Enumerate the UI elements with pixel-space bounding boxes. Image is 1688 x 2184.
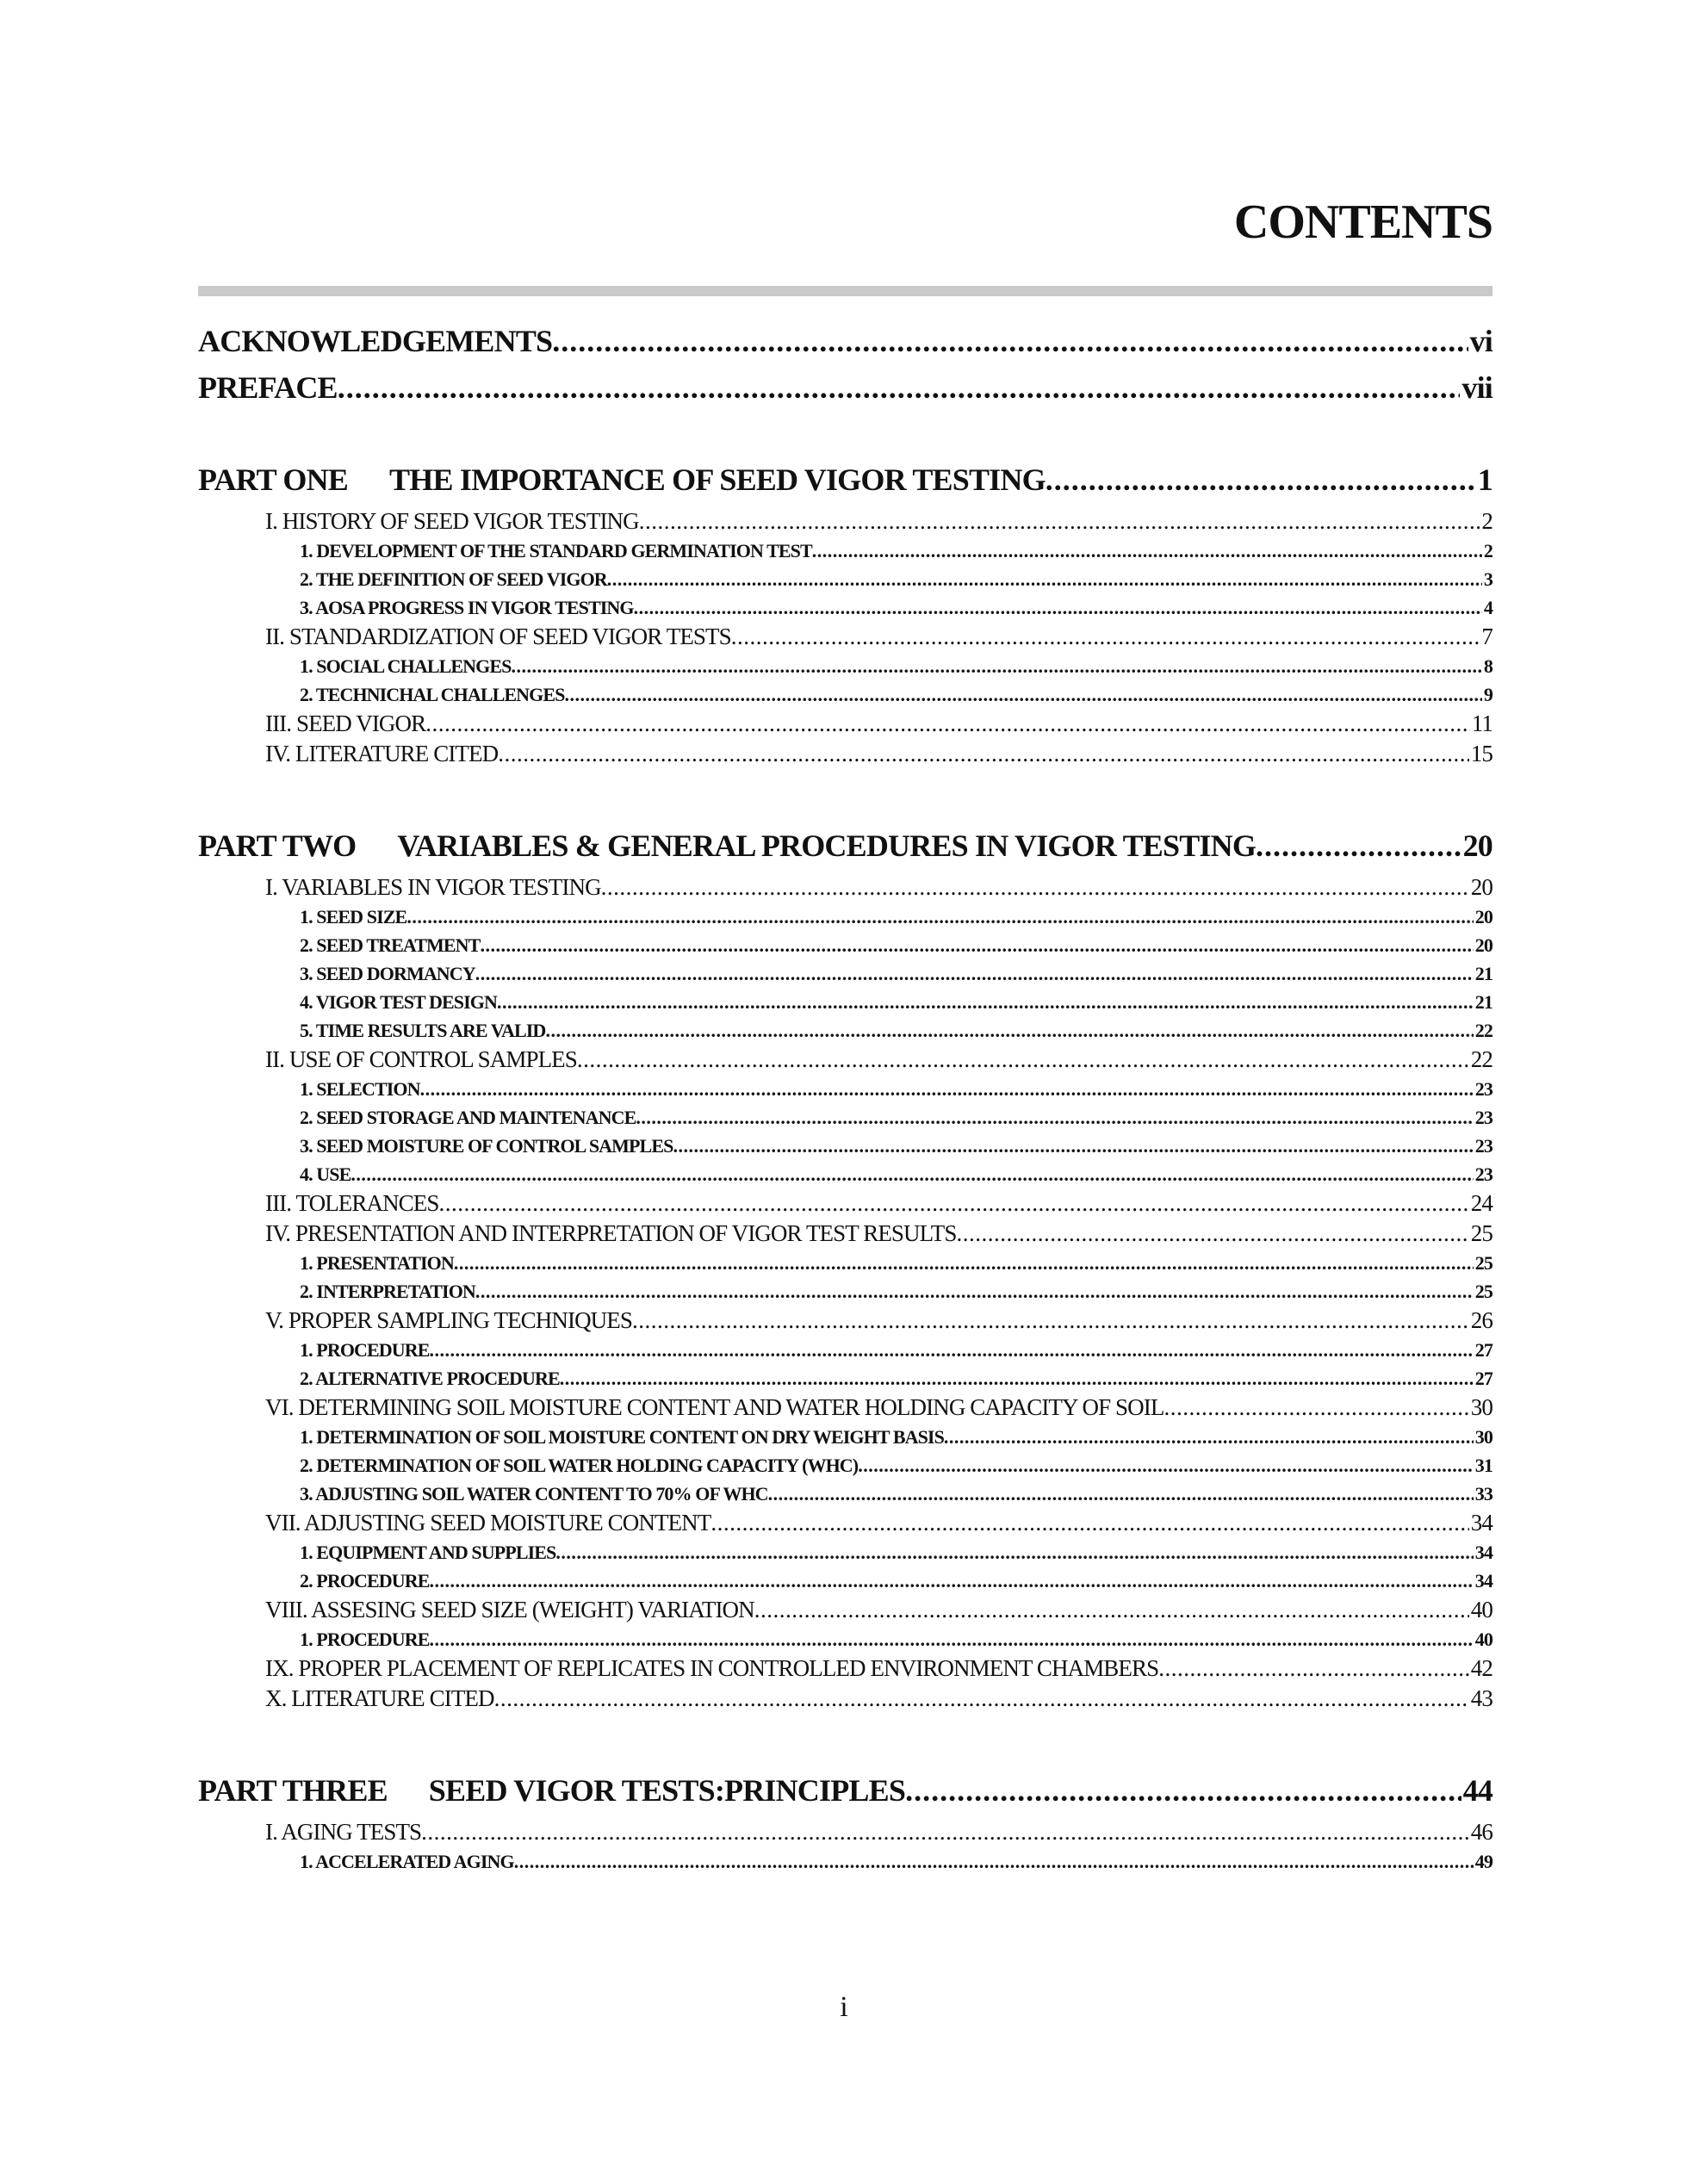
toc-entry-section[interactable] bbox=[198, 1508, 1493, 1538]
toc-entry-section[interactable] bbox=[198, 1595, 1493, 1625]
entry-page-number: 34 bbox=[1474, 1570, 1493, 1591]
entry-page-number: 34 bbox=[1470, 1510, 1493, 1536]
toc-entry-subsection[interactable] bbox=[198, 1249, 1493, 1277]
dot-leader bbox=[564, 680, 1481, 709]
toc-entry-subsection[interactable] bbox=[198, 1016, 1493, 1045]
dot-leader bbox=[768, 1480, 1474, 1508]
entry-label: X. LITERATURE CITED bbox=[265, 1685, 494, 1711]
toc-entry-subsection[interactable] bbox=[198, 593, 1493, 622]
toc-entry-subsection[interactable] bbox=[198, 1075, 1493, 1103]
entry-label: 4. USE bbox=[300, 1163, 351, 1185]
entry-label: 2. THE DEFINITION OF SEED VIGOR bbox=[300, 568, 607, 590]
entry-page-number: 22 bbox=[1470, 1046, 1493, 1072]
entry-page-number: 23 bbox=[1474, 1135, 1493, 1157]
dot-leader bbox=[439, 1188, 1469, 1219]
entry-label: 2. ALTERNATIVE PROCEDURE bbox=[300, 1368, 560, 1389]
entry-page-number: 20 bbox=[1474, 906, 1493, 928]
dot-leader bbox=[673, 1132, 1473, 1160]
toc-entry-subsection[interactable] bbox=[198, 1336, 1493, 1364]
entry-label: 1. DEVELOPMENT OF THE STANDARD GERMINATION TEST bbox=[300, 540, 812, 562]
dot-leader bbox=[1164, 1393, 1468, 1423]
entry-label: 2. SEED TREATMENT bbox=[300, 934, 481, 956]
entry-page-number: 25 bbox=[1470, 1220, 1493, 1246]
dot-leader bbox=[545, 1016, 1473, 1045]
dot-leader bbox=[430, 1336, 1474, 1364]
dot-leader bbox=[711, 1508, 1468, 1538]
entry-label: 5. TIME RESULTS ARE VALID bbox=[300, 1020, 546, 1041]
entry-label: 3. AOSA PROGRESS IN VIGOR TESTING bbox=[300, 597, 634, 618]
dot-leader bbox=[430, 1625, 1474, 1654]
dot-leader bbox=[956, 1219, 1468, 1249]
entry-page-number: 8 bbox=[1483, 655, 1493, 677]
dot-leader bbox=[480, 931, 1473, 959]
toc-entry-section[interactable] bbox=[198, 506, 1493, 537]
toc-entry-section[interactable] bbox=[198, 1188, 1493, 1219]
entry-label: 3. SEED MOISTURE OF CONTROL SAMPLES bbox=[300, 1135, 673, 1157]
entry-label: 2. SEED STORAGE AND MAINTENANCE bbox=[300, 1107, 636, 1128]
part-title: VARIABLES & GENERAL PROCEDURES IN VIGOR TESTING bbox=[397, 828, 1257, 863]
dot-leader bbox=[338, 372, 1461, 403]
dot-leader bbox=[421, 1817, 1469, 1847]
toc-entry-section[interactable] bbox=[198, 1684, 1493, 1714]
dot-leader bbox=[498, 739, 1469, 769]
toc-entry-subsection[interactable] bbox=[198, 1451, 1493, 1480]
dot-leader bbox=[425, 709, 1470, 739]
toc-entry-part[interactable] bbox=[198, 1775, 1493, 1806]
entry-label: VI. DETERMINING SOIL MOISTURE CONTENT AND WATER HOLDING CAPACITY OF SOIL bbox=[265, 1394, 1164, 1420]
entry-label: II. USE OF CONTROL SAMPLES bbox=[265, 1046, 577, 1072]
dot-leader bbox=[632, 1306, 1469, 1336]
toc-entry-section[interactable] bbox=[198, 1306, 1493, 1336]
dot-leader bbox=[555, 1538, 1473, 1567]
entry-page-number: 3 bbox=[1483, 568, 1493, 590]
toc-entry-section[interactable] bbox=[198, 709, 1493, 739]
dot-leader bbox=[454, 1249, 1474, 1277]
front-matter bbox=[198, 326, 1493, 403]
entry-page-number: 40 bbox=[1470, 1597, 1493, 1622]
entry-page-number: 2 bbox=[1483, 540, 1493, 562]
dot-leader bbox=[420, 1075, 1474, 1103]
entry-label: I. HISTORY OF SEED VIGOR TESTING bbox=[265, 508, 639, 534]
entry-label: 1. EQUIPMENT AND SUPPLIES bbox=[300, 1542, 556, 1563]
entry-page-number: 25 bbox=[1474, 1252, 1493, 1274]
entry-label: 1. SELECTION bbox=[300, 1078, 420, 1100]
toc-entry-subsection[interactable] bbox=[198, 931, 1493, 959]
part-title: THE IMPORTANCE OF SEED VIGOR TESTING bbox=[389, 462, 1046, 497]
parts-list bbox=[198, 464, 1493, 1876]
entry-page-number: 4 bbox=[1483, 597, 1493, 618]
entry-page-number: 7 bbox=[1481, 624, 1493, 649]
entry-label: V. PROPER SAMPLING TECHNIQUES bbox=[265, 1307, 632, 1333]
entry-label: VIII. ASSESING SEED SIZE (WEIGHT) VARIATION bbox=[265, 1597, 754, 1622]
dot-leader bbox=[944, 1423, 1474, 1451]
entry-page-number: 44 bbox=[1462, 1773, 1493, 1808]
toc-entry-subsection[interactable] bbox=[198, 1480, 1493, 1508]
toc-entry-section[interactable] bbox=[198, 1817, 1493, 1847]
entry-page-number: 20 bbox=[1470, 874, 1493, 900]
dot-leader bbox=[1158, 1654, 1469, 1684]
dot-leader bbox=[754, 1595, 1469, 1625]
toc-entry-subsection[interactable] bbox=[198, 1160, 1493, 1188]
entry-page-number: 20 bbox=[1462, 828, 1493, 863]
entry-label: 2. PROCEDURE bbox=[300, 1570, 430, 1591]
entry-label: 1. PROCEDURE bbox=[300, 1629, 430, 1650]
dot-leader bbox=[634, 593, 1482, 622]
entry-label: 1. DETERMINATION OF SOIL MOISTURE CONTENT ON DRY WEIGHT BASIS bbox=[300, 1426, 944, 1448]
toc-entry-section[interactable] bbox=[198, 1654, 1493, 1684]
entry-page-number: 24 bbox=[1470, 1190, 1493, 1216]
toc-entry-subsection[interactable] bbox=[198, 1132, 1493, 1160]
dot-leader bbox=[560, 1364, 1474, 1393]
entry-page-number: vi bbox=[1469, 324, 1493, 358]
toc-entry-subsection[interactable] bbox=[198, 1103, 1493, 1132]
toc-entry-section[interactable] bbox=[198, 739, 1493, 769]
toc-entry-section[interactable] bbox=[198, 872, 1493, 903]
entry-label: II. STANDARDIZATION OF SEED VIGOR TESTS bbox=[265, 624, 731, 649]
dot-leader bbox=[475, 959, 1474, 988]
entry-label: IV. PRESENTATION AND INTERPRETATION OF VIGOR TEST RESULTS bbox=[265, 1220, 957, 1246]
dot-leader bbox=[636, 1103, 1473, 1132]
entry-page-number: 46 bbox=[1470, 1819, 1493, 1845]
entry-page-number: 1 bbox=[1477, 462, 1493, 497]
entry-label: PREFACE bbox=[198, 370, 338, 405]
entry-label: I. VARIABLES IN VIGOR TESTING bbox=[265, 874, 601, 900]
entry-label: 2. TECHNICHAL CHALLENGES bbox=[300, 684, 565, 705]
entry-label: IV. LITERATURE CITED bbox=[265, 741, 499, 766]
toc-entry-subsection[interactable] bbox=[198, 903, 1493, 931]
entry-label: 3. SEED DORMANCY bbox=[300, 963, 475, 984]
toc-entry-subsection[interactable] bbox=[198, 1847, 1493, 1876]
dot-leader bbox=[351, 1160, 1473, 1188]
entry-page-number: 20 bbox=[1474, 934, 1493, 956]
entry-label: 1. SEED SIZE bbox=[300, 906, 407, 928]
entry-page-number: 34 bbox=[1474, 1542, 1493, 1563]
dot-leader bbox=[601, 872, 1469, 903]
toc-entry-subsection[interactable] bbox=[198, 1625, 1493, 1654]
toc-entry-subsection[interactable] bbox=[198, 1364, 1493, 1393]
entry-page-number: 30 bbox=[1470, 1394, 1493, 1420]
entry-label: 3. ADJUSTING SOIL WATER CONTENT TO 70% OF WHC bbox=[300, 1483, 768, 1505]
entry-page-number: 23 bbox=[1474, 1163, 1493, 1185]
entry-page-number: 26 bbox=[1470, 1307, 1493, 1333]
entry-label: IX. PROPER PLACEMENT OF REPLICATES IN CONTROLLED ENVIRONMENT CHAMBERS bbox=[265, 1655, 1159, 1681]
toc-entry-subsection[interactable] bbox=[198, 959, 1493, 988]
dot-leader bbox=[812, 537, 1482, 565]
dot-leader bbox=[858, 1451, 1474, 1480]
dot-leader bbox=[475, 1277, 1474, 1306]
part-title: SEED VIGOR TESTS:PRINCIPLES bbox=[428, 1773, 906, 1808]
page-title: CONTENTS bbox=[1233, 195, 1493, 249]
entry-label: III. SEED VIGOR bbox=[265, 710, 426, 736]
entry-page-number: 40 bbox=[1474, 1629, 1493, 1650]
dot-leader bbox=[905, 1775, 1461, 1806]
toc-entry-subsection[interactable] bbox=[198, 537, 1493, 565]
toc-entry-subsection[interactable] bbox=[198, 565, 1493, 593]
entry-label bbox=[198, 1775, 905, 1806]
entry-page-number: 33 bbox=[1474, 1483, 1493, 1505]
toc-entry-part[interactable] bbox=[198, 464, 1493, 495]
entry-page-number: 27 bbox=[1474, 1368, 1493, 1389]
dot-leader bbox=[731, 622, 1480, 652]
entry-page-number: vii bbox=[1461, 370, 1493, 405]
entry-label: 2. DETERMINATION OF SOIL WATER HOLDING CAPACITY (WHC) bbox=[300, 1455, 859, 1476]
toc-entry-section[interactable] bbox=[198, 1219, 1493, 1249]
entry-page-number: 9 bbox=[1483, 684, 1493, 705]
toc-entry-section[interactable] bbox=[198, 1045, 1493, 1075]
dot-leader bbox=[430, 1567, 1474, 1595]
toc-entry-subsection[interactable] bbox=[198, 988, 1493, 1016]
entry-page-number: 43 bbox=[1470, 1685, 1493, 1711]
entry-page-number: 21 bbox=[1474, 963, 1493, 984]
dot-leader bbox=[494, 1684, 1469, 1714]
dot-leader bbox=[607, 565, 1482, 593]
toc-entry-front[interactable] bbox=[198, 326, 1493, 357]
dot-leader bbox=[1046, 464, 1476, 495]
entry-label: 2. INTERPRETATION bbox=[300, 1281, 475, 1302]
page-number: i bbox=[840, 1991, 848, 2023]
entry-page-number: 2 bbox=[1481, 508, 1493, 534]
toc-entry-section[interactable] bbox=[198, 622, 1493, 652]
entry-label: 1. SOCIAL CHALLENGES bbox=[300, 655, 512, 677]
entry-page-number: 42 bbox=[1470, 1655, 1493, 1681]
entry-label bbox=[198, 830, 1256, 861]
entry-label: ACKNOWLEDGEMENTS bbox=[198, 324, 553, 358]
entry-page-number: 23 bbox=[1474, 1078, 1493, 1100]
entry-label: III. TOLERANCES bbox=[265, 1190, 439, 1216]
toc-entry-front[interactable] bbox=[198, 372, 1493, 403]
toc-entry-subsection[interactable] bbox=[198, 1277, 1493, 1306]
toc-entry-subsection[interactable] bbox=[198, 1567, 1493, 1595]
dot-leader bbox=[497, 988, 1474, 1016]
toc-entry-subsection[interactable] bbox=[198, 1423, 1493, 1451]
dot-leader bbox=[552, 326, 1468, 357]
title-divider bbox=[198, 286, 1493, 296]
toc-entry-subsection[interactable] bbox=[198, 1538, 1493, 1567]
entry-page-number: 49 bbox=[1474, 1851, 1493, 1872]
entry-page-number: 23 bbox=[1474, 1107, 1493, 1128]
dot-leader bbox=[406, 903, 1473, 931]
entry-page-number: 11 bbox=[1471, 710, 1493, 736]
entry-label: I. AGING TESTS bbox=[265, 1819, 422, 1845]
part-number: PART THREE bbox=[198, 1773, 388, 1808]
part-number: PART TWO bbox=[198, 828, 357, 863]
entry-page-number: 31 bbox=[1474, 1455, 1493, 1476]
entry-page-number: 21 bbox=[1474, 991, 1493, 1013]
entry-label: 1. ACCELERATED AGING bbox=[300, 1851, 514, 1872]
dot-leader bbox=[511, 652, 1481, 680]
entry-label: 1. PRESENTATION bbox=[300, 1252, 454, 1274]
toc-entry-section[interactable] bbox=[198, 1393, 1493, 1423]
toc-entry-subsection[interactable] bbox=[198, 652, 1493, 680]
toc-entry-part[interactable] bbox=[198, 830, 1493, 861]
toc-entry-subsection[interactable] bbox=[198, 680, 1493, 709]
entry-label bbox=[198, 464, 1046, 495]
entry-page-number: 27 bbox=[1474, 1339, 1493, 1361]
entry-label: VII. ADJUSTING SEED MOISTURE CONTENT bbox=[265, 1510, 711, 1536]
entry-page-number: 15 bbox=[1470, 741, 1493, 766]
dot-leader bbox=[514, 1847, 1474, 1876]
table-of-contents bbox=[198, 310, 1493, 1876]
dot-leader bbox=[639, 506, 1480, 537]
dot-leader bbox=[577, 1045, 1469, 1075]
entry-label: 1. PROCEDURE bbox=[300, 1339, 430, 1361]
entry-page-number: 25 bbox=[1474, 1281, 1493, 1302]
entry-label: 4. VIGOR TEST DESIGN bbox=[300, 991, 497, 1013]
part-number: PART ONE bbox=[198, 462, 349, 497]
dot-leader bbox=[1256, 830, 1461, 861]
entry-page-number: 30 bbox=[1474, 1426, 1493, 1448]
entry-page-number: 22 bbox=[1474, 1020, 1493, 1041]
